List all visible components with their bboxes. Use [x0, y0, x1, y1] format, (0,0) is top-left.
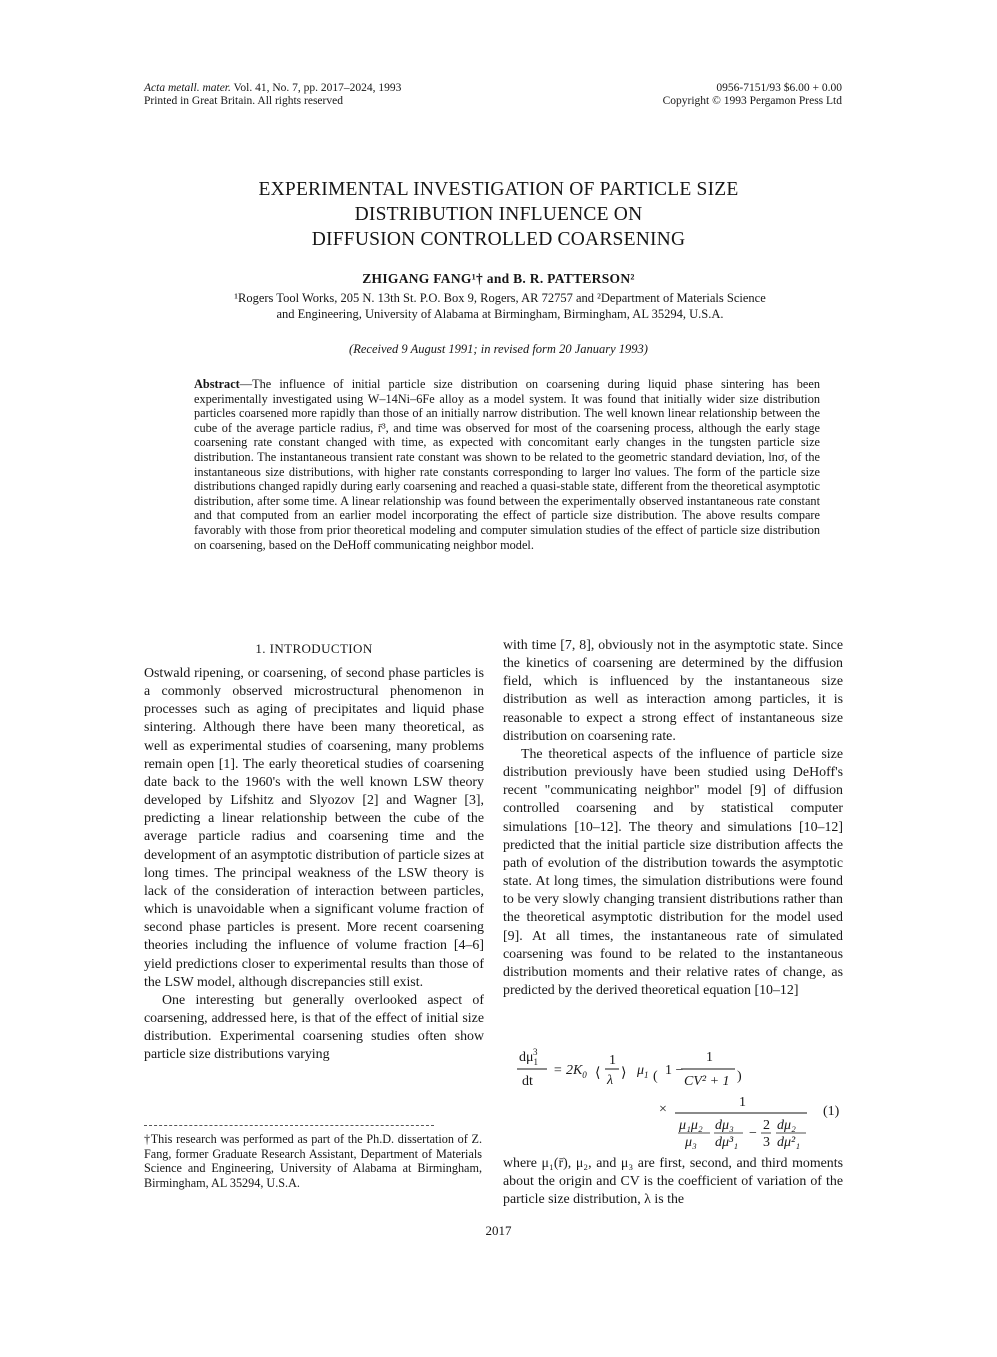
intro-paragraph-1: Ostwald ripening, or coarsening, of second phase particles is a commonly observed microstructural phenomenon in processes such as aging of precipitates and liquid phase sintering. Although there have been many theoretical, as well as experimental studies of coarsening, many problems remain open [1]. The early theoretical studies of coarsening date back to the 1960's with the well known LSW theory developed by Lifshitz and Slyozov [2] and Wagner [3], predicting a linear relationship between the cube of the average particle radius and coarsening time and the development of an asymptotic distribution of particle sizes at long times. The principal weakness of the LSW theory is lack of the consideration of interaction between particles, which is unavoidable when a significant volume fraction of second phase particles is present. More recent coarsening theories including the influence of volume fraction [4–6] yield predictions closer to experimental results than those of the LSW model, although discrepancies still exist.	[144, 666, 484, 990]
eq-two: 2	[763, 1118, 770, 1133]
page-number: 2017	[485, 1223, 512, 1238]
running-header-left	[144, 82, 401, 108]
eq-label: (1)	[823, 1104, 840, 1119]
footnote-mark: †	[144, 1132, 151, 1146]
abstract-label: Abstract	[194, 377, 240, 391]
eq-right-paren: )	[737, 1069, 742, 1084]
right-paragraph-1: with time [7, 8], obviously not in the asymptotic state. Since the kinetics of coarsening are determined by the diffusion field, which is influenced by the instantaneous size distribution as well as interaction among particles, it is reasonable to expect a strong effect of instantaneous size distribution on coarsening rate.	[503, 638, 843, 744]
footnote-divider	[144, 1125, 434, 1126]
issn-price: 0956-7151/93 $6.00 + 0.00	[716, 82, 842, 94]
eq-minus: −	[749, 1126, 757, 1141]
eq-dmu1-sq: dμ²₁	[777, 1135, 801, 1150]
intro-paragraph-2: One interesting but generally overlooked aspect of coarsening, addressed here, is that of the effect of initial size distribution. Experimental coarsening studies often show particle size distributions varying	[144, 992, 484, 1063]
eq-one-minus: 1 −	[665, 1063, 684, 1078]
paper-title	[140, 177, 857, 252]
equation-1	[503, 1045, 848, 1150]
title-line-1: EXPERIMENTAL INVESTIGATION OF PARTICLE SIZE	[258, 179, 739, 200]
journal-name: Acta metall. mater.	[144, 82, 231, 94]
footnote-text: This research was performed as part of the Ph.D. dissertation of Z. Fang, former Graduate Research Assistant, Department of Materials Science and Engineering, University of Alabama at Birmingham, Birmingham, AL 35294, U.S.A.	[144, 1132, 482, 1190]
eq-times: ×	[659, 1102, 667, 1117]
abstract	[194, 377, 820, 552]
section-heading-introduction: 1. INTRODUCTION	[255, 641, 373, 656]
running-header-right	[663, 82, 842, 108]
right-column-after-equation	[503, 1155, 843, 1209]
eq-lhs-numerator: $d\mu_13$	[519, 1047, 539, 1067]
right-paragraph-2: The theoretical aspects of the influence of particle size distribution previously have been studied using DeHoff's recent "communicating neighbor" model [9] of diffusion controlled coarsening and by statistical computer simulations [10–12]. The theory and simulations [10–12] predicted that the initial particle size distribution affects the path of evolution of the distribution towards the asymptotic state. At long times, the simulation distributions were found to be very slowly changing transient distributions rather than the theoretical asymptotic distribution for the model used [9]. At all times, the instantaneous rate of simulated coarsening was found to be related to the instantaneous distribution moments and their relative rates of change, as predicted by the derived theoretical equation [10–12]	[503, 746, 843, 998]
journal-citation: Vol. 41, No. 7, pp. 2017–2024, 1993	[233, 82, 402, 94]
affiliation-line-2: and Engineering, University of Alabama at Birmingham, Birmingham, AL 35294, U.S.A.	[276, 307, 724, 321]
title-line-2: DISTRIBUTION INFLUENCE ON	[354, 204, 643, 225]
eq-dmu3: dμ₃	[715, 1118, 734, 1133]
eq-mu1: $\mu_1$	[637, 1063, 649, 1080]
eq-right-angle: ⟩	[621, 1066, 627, 1081]
eq-big-num: 1	[739, 1095, 746, 1110]
received-dates: (Received 9 August 1991; in revised form 20 January 1993)	[349, 342, 648, 356]
eq-dmu1-cubed: dμ³₁	[715, 1135, 739, 1150]
footnote	[144, 1132, 482, 1190]
eq-2k0: = $2K_0$	[553, 1063, 587, 1080]
eq-inv-lambda-num: 1	[609, 1053, 616, 1068]
affiliation-line-1: ¹Rogers Tool Works, 205 N. 13th St. P.O. Box 9, Rogers, AR 72757 and ²Department of Materials Science	[234, 291, 766, 305]
eq-dmu2: dμ₂	[777, 1118, 796, 1133]
eq-inv-lambda-den: λ	[607, 1073, 614, 1088]
eq-frac-num: 1	[706, 1050, 713, 1065]
eq-frac-den: CV² + 1	[684, 1074, 730, 1089]
eq-term1-den: μ₃	[685, 1135, 697, 1150]
copyright: Copyright © 1993 Pergamon Press Ltd	[662, 95, 842, 107]
eq-lhs-denominator: dt	[522, 1074, 533, 1089]
right-column	[503, 637, 843, 1000]
affiliations	[180, 290, 820, 322]
left-column	[144, 665, 484, 1064]
right-paragraph-after-eq: where μ₁(r̄), μ₂, and μ₃ are first, second, and third moments about the origin and CV is the coefficient of variation of the particle size distribution, λ is the	[503, 1156, 843, 1208]
authors: ZHIGANG FANG¹† and B. R. PATTERSON²	[362, 271, 635, 286]
eq-three: 3	[763, 1135, 770, 1150]
abstract-text: —The influence of initial particle size distribution on coarsening during liquid phase sintering has been experimentally investigated using W–14Ni–6Fe alloy as a model system. It was found that initially wider size distribution particles coarsened more rapidly than those of an initially narrow distribution. The well known linear relationship between the cube of the average particle radius, r̄³, and time was observed for most of the coarsening process, although the early stage coarsening rate constant changed with time, as expected with concomitant early changes in the tungsten particle size distribution. The instantaneous transient rate constant was shown to be related to the geometric standard deviation, lnσ, of the instantaneous size distributions, with higher rate constants corresponding to larger lnσ values. The form of the particle size distributions changed rapidly during early coarsening and reached a quasi-stable state, different from the theoretical asymptotic distribution, after some time. A linear relationship was found between the experimentally observed instantaneous rate constant and that computed from an earlier model incorporating the effect of particle size distribution. The above results compare favorably with those from prior theoretical modeling and computer simulation studies of the effect of particle size distribution on coarsening, based on the DeHoff communicating neighbor model.	[194, 377, 821, 552]
eq-term1-num: μ₁μ₂	[679, 1118, 703, 1133]
title-line-3: DIFFUSION CONTROLLED COARSENING	[311, 229, 686, 250]
printed-in: Printed in Great Britain. All rights reserved	[144, 95, 343, 107]
eq-left-angle: ⟨	[595, 1066, 601, 1081]
eq-left-paren: (	[653, 1069, 658, 1084]
